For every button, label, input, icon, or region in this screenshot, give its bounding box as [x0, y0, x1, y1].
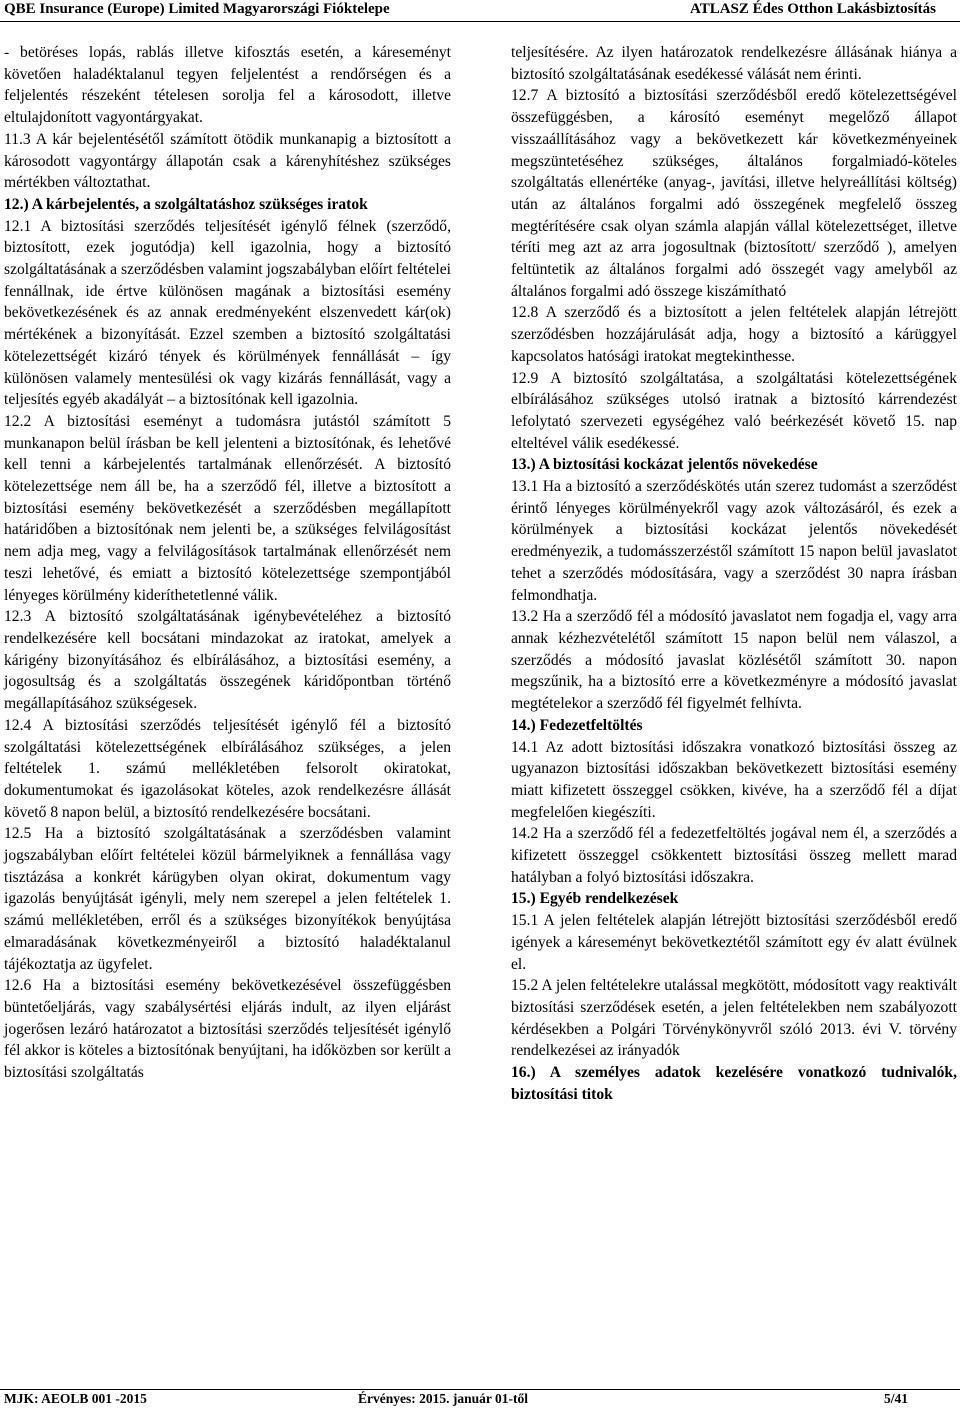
section-heading-13: 13.) A biztosítási kockázat jelentős növekedése	[511, 456, 818, 474]
paragraph-14-2: 14.2 Ha a szerződő fél a fedezetfeltöltés jogával nem él, a szerződés a kifizetett összeggel csökkentett biztosítási összeg mellett marad hatályban a folyó biztosítási időszakra.	[511, 825, 957, 886]
paragraph-15-2: 15.2 A jelen feltételekre utalással megkötött, módosított vagy reaktivált biztosítási szerződések esetén, a jelen feltételekben nem szabályozott kérdésekben a Polgári Törvénykönyvről szóló 2013. évi V. törvény rendelkezései az irányadók	[511, 977, 957, 1060]
paragraph-12-1: 12.1 A biztosítási szerződés teljesítését igénylő félnek (szerződő, biztosított, ezek jogutódja) kell igazolnia, hogy a biztosító szolgáltatásának a szerződésben valamint jogszabályban előírt feltételei fennállnak, ide értve különösen magának a biztosítási esemény bekövetkezésének és az annak eredményeként elszenvedett kár(ok) mértékének a bizonyítását. Ezzel szemben a biztosító szolgáltatási kötelezettségét kizáró tények és körülmények fennállását – így különösen valamely mentesülési ok vagy kizárás fennállását, vagy a teljesítés egyéb akadályát – a biztosítónak kell igazolnia.	[4, 217, 451, 409]
paragraph-13-1: 13.1 Ha a biztosító a szerződéskötés után szerez tudomást a szerződést érintő lényeges körülményekről vagy azok változásáról, és ezek a körülmények a biztosítási kockázat jelentős növekedését eredményezik, a tudomásszerzéstől számított 15 napon belül javaslatot tehet a szerződés módosítására, vagy a szerződést 30 napra írásban felmondhatja.	[511, 478, 957, 604]
paragraph-12-5: 12.5 Ha a biztosító szolgáltatásának a szerződésben valamint jogszabályban előírt feltételei közül bármelyiknek a fennállása vagy tisztázása a konkrét kárügyben olyan okirat, dokumentum vagy igazolás benyújtását igényli, mely nem szerepel a jelen feltételek 1. számú mellékletében, erről és a szükséges bizonyítékok benyújtása elmaradásának következményeiről a biztosító haladéktalanul tájékoztatja az ügyfelet.	[4, 825, 451, 973]
paragraph-13-2: 13.2 Ha a szerződő fél a módosító javaslatot nem fogadja el, vagy arra annak kézhezvételétől számított 15 napon belül nem válaszol, a szerződés a módosító javaslat közlésétől számított 30. napon megszűnik, ha a biztosító erre a következményre a módosító javaslat megtételekor a szerződő fél figyelmét felhívta.	[511, 608, 957, 713]
paragraph-12-4: 12.4 A biztosítási szerződés teljesítését igénylő fél a biztosító szolgáltatási kötelezettségének elbírálásához szükséges, a jelen feltételek 1. számú mellékletében felsorolt okiratokat, dokumentumokat és igazolásokat köteles, azok rendelkezésre állását követő 8 napon belül, a biztosító rendelkezésére bocsátani.	[4, 716, 451, 821]
section-heading-16: 16.) A személyes adatok kezelésére vonatkozó tudnivalók, biztosítási titok	[511, 1064, 957, 1103]
paragraph-14-1: 14.1 Az adott biztosítási időszakra vonatkozó biztosítási összeg az ugyanazon biztosítási időszakban bekövetkezett biztosítási esemény miatt kifizetett összeggel csökken, kivéve, ha a szerződő fél a díjat megfelelően kiegészíti.	[511, 738, 957, 821]
section-heading-14: 14.) Fedezetfeltöltés	[511, 716, 643, 734]
page-header	[0, 0, 960, 22]
paragraph-12-8: 12.8 A szerződő és a biztosított a jelen feltételek alapján létrejött szerződésben hozzájárulását adja, hogy a biztosító a kárüggyel kapcsolatos hatósági iratokat megtekinthesse.	[511, 304, 957, 365]
paragraph-15-1: 15.1 A jelen feltételek alapján létrejött biztosítási szerződésből eredő igények a káreseményt bekövetkeztétől számított egy év alatt évülnek el.	[511, 912, 957, 973]
paragraph-12-6-cont: teljesítésére. Az ilyen határozatok rendelkezésre állásának hiánya a biztosító szolgáltatásának esedékessé válását nem érinti.	[511, 44, 957, 83]
section-heading-15: 15.) Egyéb rendelkezések	[511, 890, 679, 908]
document-code: MJK: AEOLB 001 -2015	[4, 1391, 147, 1406]
page-footer	[0, 1389, 960, 1409]
paragraph-12-6: 12.6 Ha a biztosítási esemény bekövetkezésével összefüggésben büntetőeljárás, vagy szabálysértési eljárás indult, az ilyen eljárást jogerősen lezáró határozatot a biztosítási szerződés teljesítését igénylő fél akkor is köteles a biztosítónak benyújtani, ha időközben sor került a biztosítási szolgáltatás	[4, 977, 451, 1082]
paragraph-12-7: 12.7 A biztosító a biztosítási szerződésből eredő kötelezettségével összefüggésben, a károsító eseményt megelőző állapot visszaállításához vagy a bekövetkezett kár következményeinek megszüntetéséhez szükséges, általános forgalmiadó-köteles szolgáltatás ellenértéke (anyag-, javítási, illetve helyreállítási költség) után az általános forgalmi adó összegének megfelelő összeg megtérítésére csak olyan számla alapján vállal kötelezettséget, illetve téríti meg azt az arra jogosultnak (biztosított/ szerződő ), amelyen feltüntetik az általános forgalmi adó összegét vagy amelyből az általános forgalmi adó összege kiszámítható	[511, 87, 957, 300]
paragraph-11-3: 11.3 A kár bejelentésétől számított ötödik munkanapig a biztosított a károsodott vagyontárgy állapotán csak a kárenyhítéshez szükséges mértékben változtathat.	[4, 130, 451, 192]
left-column	[4, 42, 451, 1084]
right-column	[511, 42, 957, 1105]
product-name: ATLASZ Édes Otthon Lakásbiztosítás	[689, 1, 936, 17]
paragraph-12-3: 12.3 A biztosító szolgáltatásának igénybevételéhez a biztosító rendelkezésére kell bocsátani mindazokat az iratokat, amelyek a kárigény bizonyításához és elbírálásához, a biztosítási esemény, a jogosultság és a szolgáltatás összegének káridőpontban történő megállapításához szükségesek.	[4, 608, 451, 713]
insurer-name: QBE Insurance (Europe) Limited Magyarországi Fióktelepe	[4, 1, 390, 17]
paragraph-12-9: 12.9 A biztosító szolgáltatása, a szolgáltatási kötelezettségének elbírálásához szükséges utolsó iratnak a biztosító kárrendezést lefolytató szervezeti egységéhez való beérkezését követő 15. nap elteltével válik esedékessé.	[511, 369, 957, 452]
section-heading-12: 12.) A kárbejelentés, a szolgáltatáshoz szükséges iratok	[4, 195, 368, 213]
paragraph-theft: - betöréses lopás, rablás illetve kifosztás esetén, a káreseményt követően haladéktalanul tegyen feljelentést a rendőrségen és a feljelentés részeként tételesen sorolja fel a károsodott, illetve eltulajdonított vagyontárgyakat.	[4, 44, 451, 127]
validity-date: Érvényes: 2015. január 01-től	[358, 1391, 528, 1406]
page-number: 5/41	[883, 1391, 908, 1406]
paragraph-12-2: 12.2 A biztosítási eseményt a tudomásra jutástól számított 5 munkanapon belül írásban be kell jelenteni a biztosítónak, és lehetővé kell tenni a kárbejelentés tartalmának ellenőrzését. A biztosító kötelezettsége nem áll be, ha a szerződő fél, illetve a biztosított a biztosítási esemény bekövetkezését a szerződésben megállapított határidőben a biztosítónak nem jelenti be, a szükséges felvilágosítást nem adja meg, vagy a felvilágosítások tartalmának ellenőrzését nem teszi lehetővé, és emiatt a biztosító kötelezettsége szempontjából lényeges körülmény kideríthetetlenné válik.	[4, 412, 451, 604]
